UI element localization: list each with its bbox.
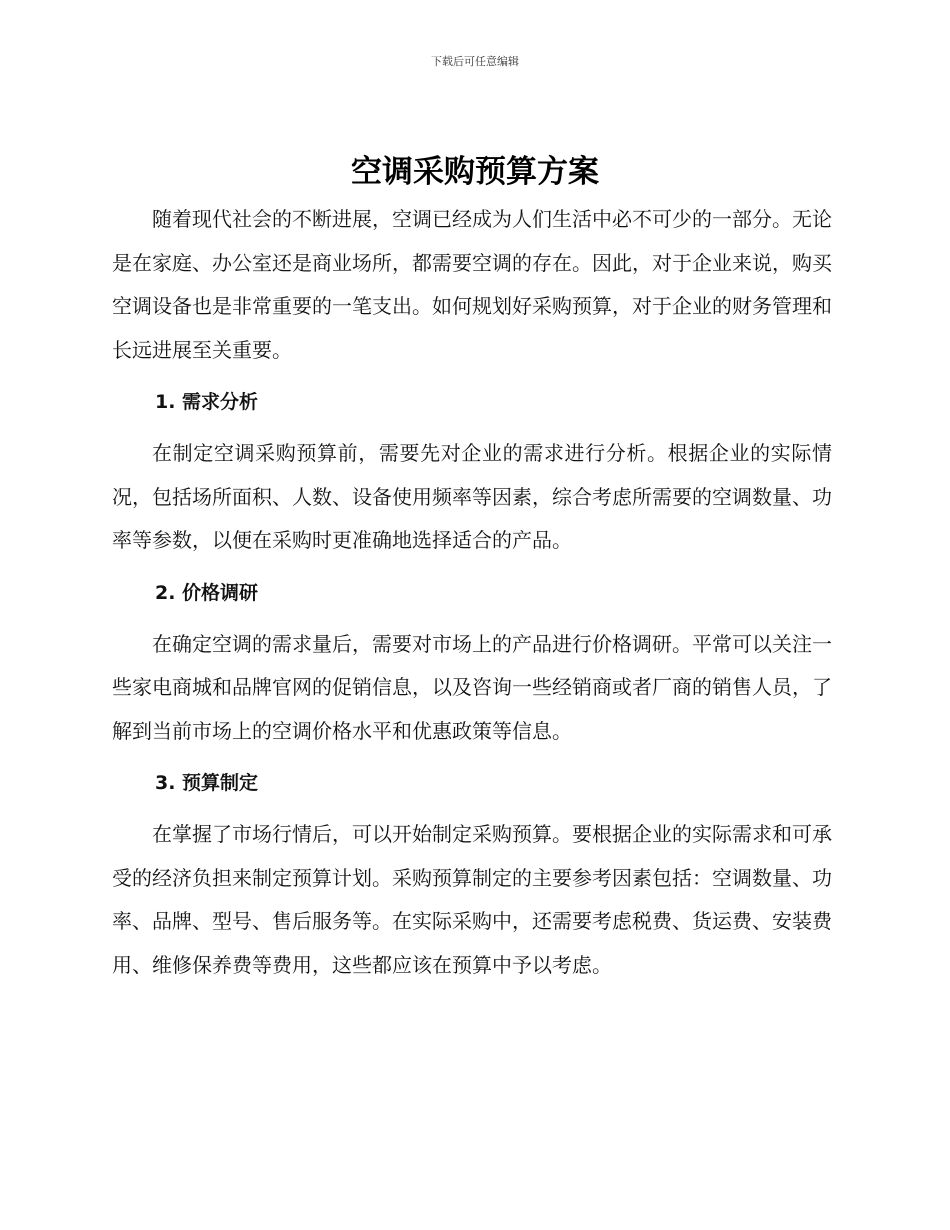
header-note: 下载后可任意编辑	[431, 55, 519, 68]
section-body-budget-setting: 在掌握了市场行情后，可以开始制定采购预算。要根据企业的实际需求和可承受的经济负担来制定预算计划。采购预算制定的主要参考因素包括：空调数量、功率、品牌、型号、售后服务等。在实际采购中，还需要考虑税费、货运费、安装费用、维修保养费等费用，这些都应该在预算中予以考虑。	[112, 822, 832, 977]
document-title: 空调采购预算方案	[351, 154, 599, 190]
section-heading-budget-setting: 3. 预算制定	[155, 772, 259, 794]
intro-paragraph: 随着现代社会的不断进展，空调已经成为人们生活中必不可少的一部分。无论是在家庭、办公室还是商业场所，都需要空调的存在。因此，对于企业来说，购买空调设备也是非常重要的一笔支出。如何规划好采购预算，对于企业的财务管理和长远进展至关重要。	[112, 207, 832, 362]
section-heading-demand-analysis: 1. 需求分析	[155, 391, 259, 413]
document-body	[112, 198, 832, 987]
section-body-price-research: 在确定空调的需求量后，需要对市场上的产品进行价格调研。平常可以关注一些家电商城和品牌官网的促销信息，以及咨询一些经销商或者厂商的销售人员，了解到当前市场上的空调价格水平和优惠政策等信息。	[112, 631, 832, 743]
section-heading-price-research: 2. 价格调研	[155, 581, 259, 604]
section-body-demand-analysis: 在制定空调采购预算前，需要先对企业的需求进行分析。根据企业的实际情况，包括场所面积、人数、设备使用频率等因素，综合考虑所需要的空调数量、功率等参数，以便在采购时更准确地选择适合的产品。	[112, 441, 832, 552]
